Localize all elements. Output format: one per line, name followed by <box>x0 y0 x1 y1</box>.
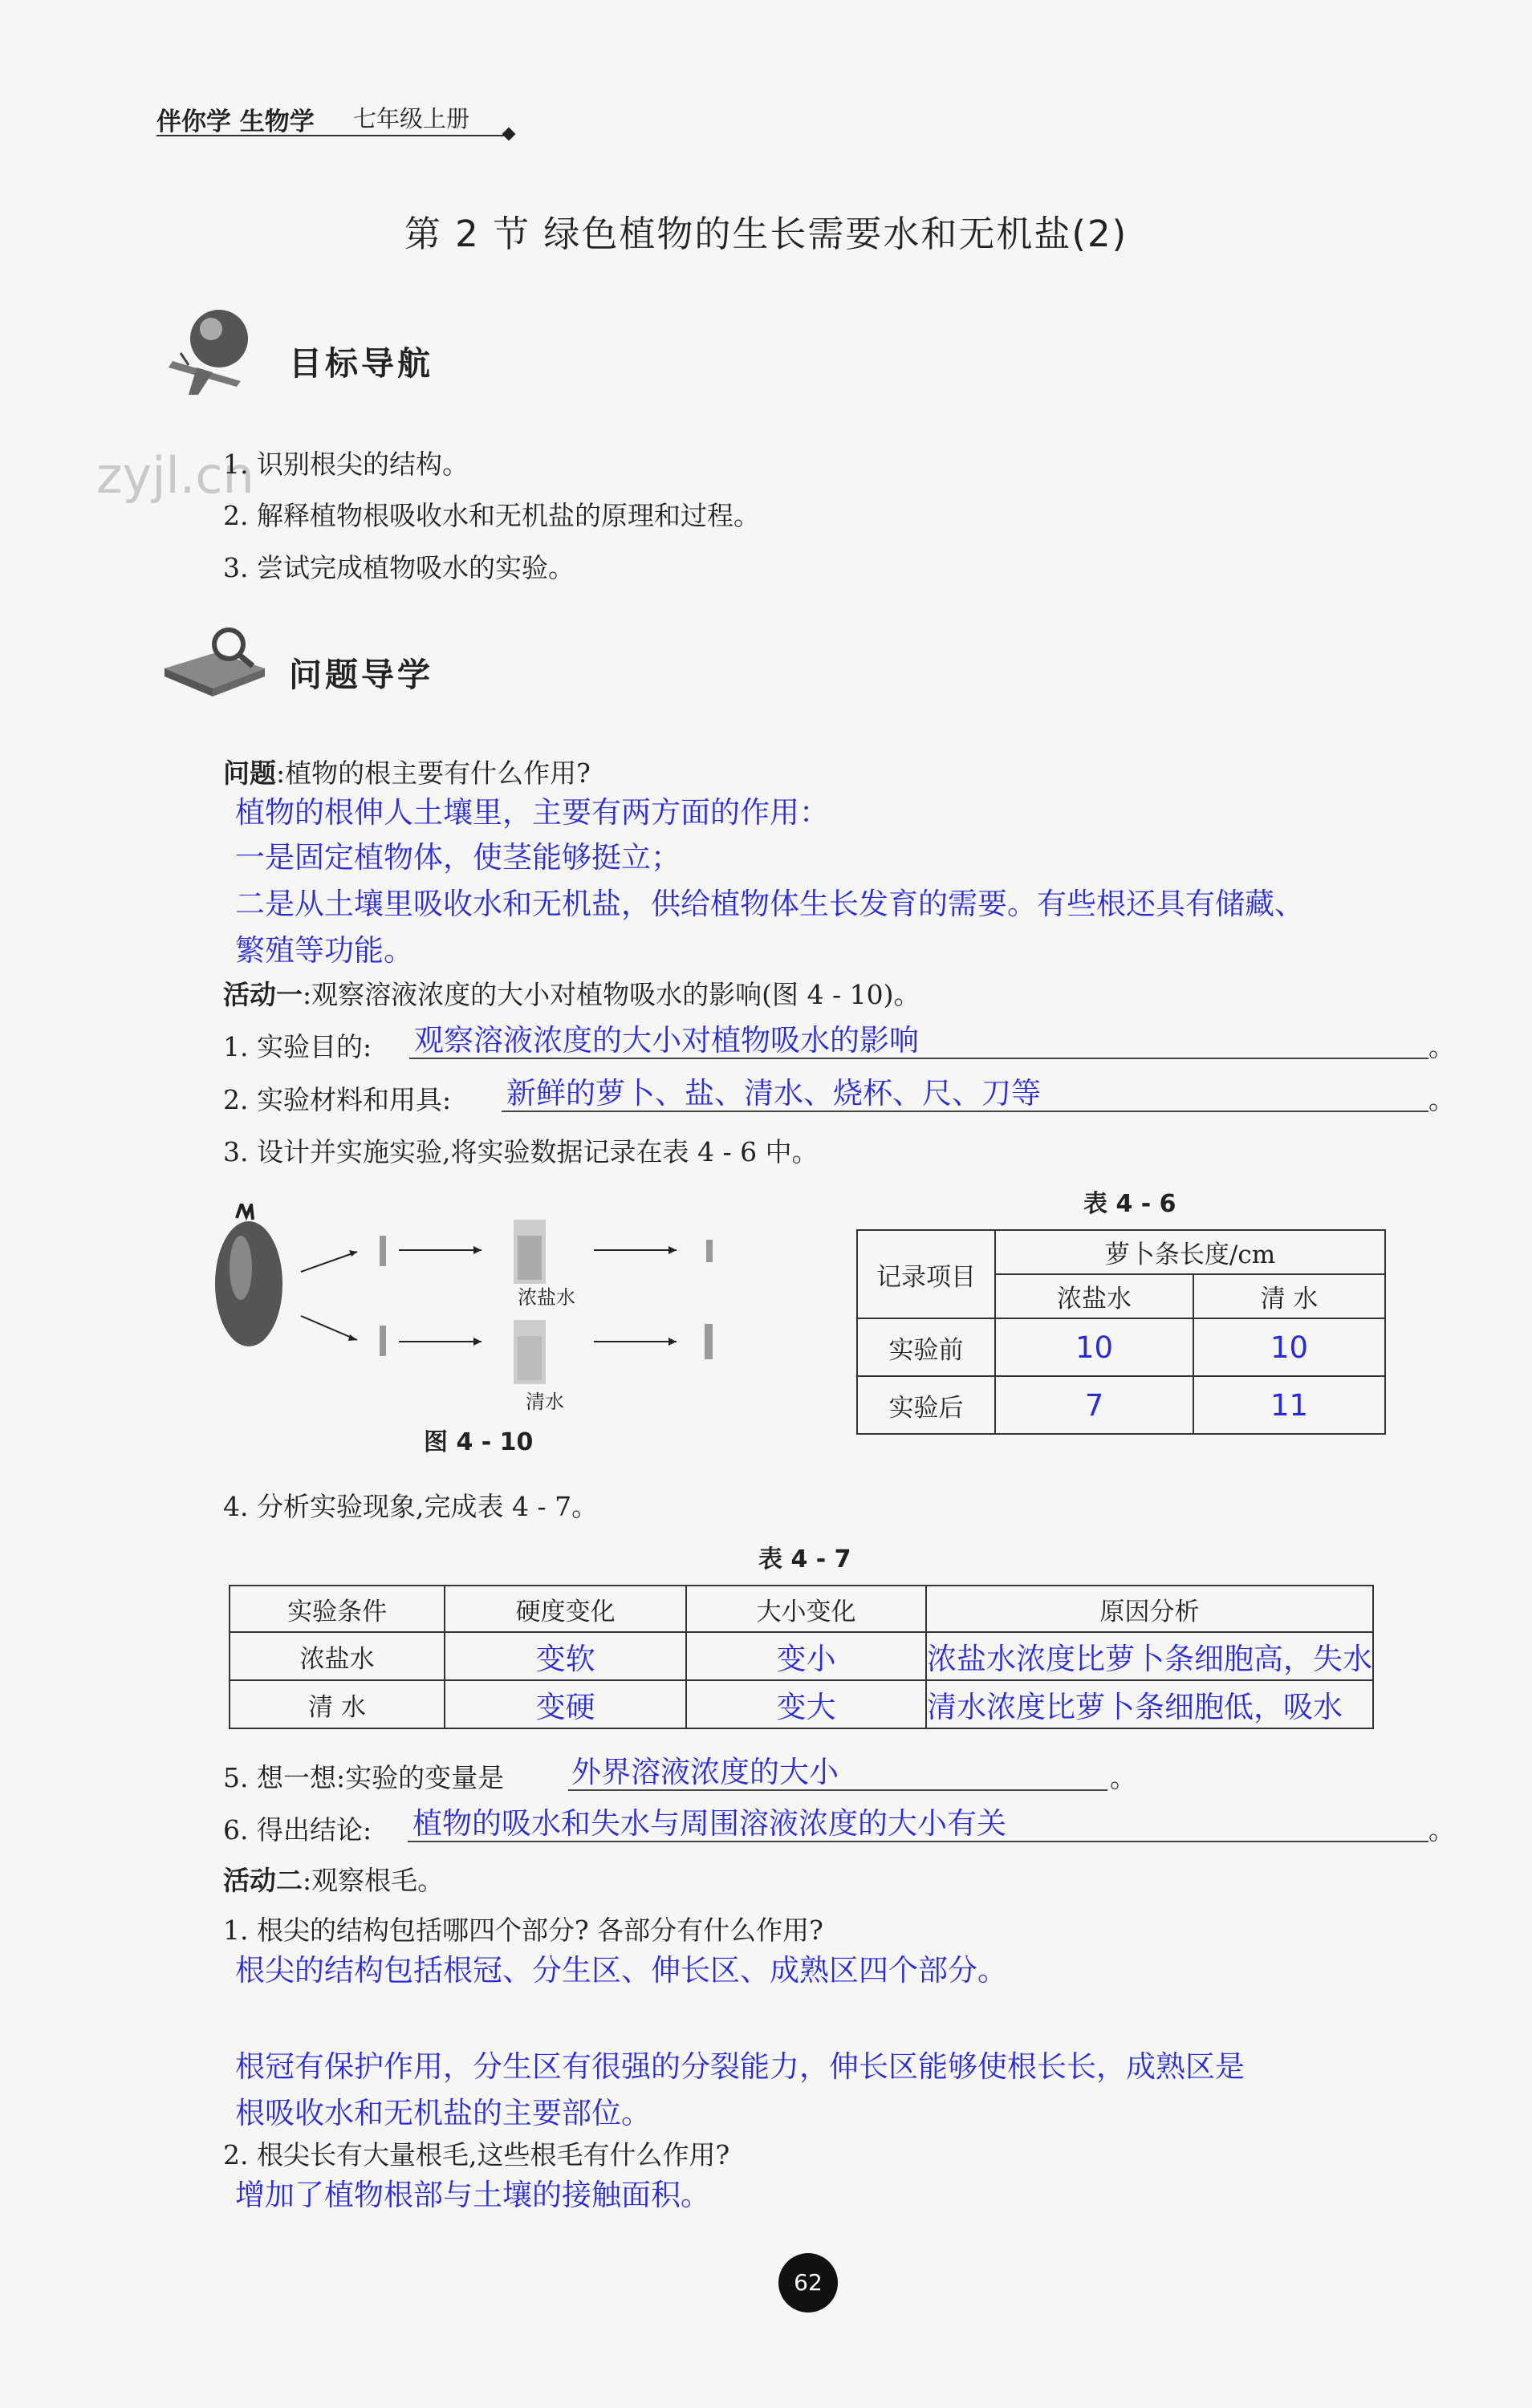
table7-cond: 清 水 <box>230 1680 445 1728</box>
goal-item: 1. 识别根尖的结构。 <box>223 449 469 480</box>
table7-cell[interactable]: 浓盐水浓度比萝卜条细胞高，失水 <box>926 1632 1373 1680</box>
figure-label-salt: 浓盐水 <box>518 1286 575 1309</box>
goals-heading: 目标导航 <box>289 344 433 383</box>
activity1-label: 活动一 <box>223 979 303 1010</box>
section-title: 第 2 节 绿色植物的生长需要水和无机盐(2) <box>404 213 1128 255</box>
table7-header: 硬度变化 <box>445 1586 686 1632</box>
activity2-label: 活动二 <box>223 1865 303 1896</box>
header-diamond-icon <box>502 128 516 141</box>
table6-cell[interactable]: 11 <box>1193 1376 1385 1434</box>
activity1-q2-prefix: 2. 实验材料和用具: <box>223 1084 452 1115</box>
answer-line: 根吸收水和无机盐的主要部位。 <box>235 2096 651 2130</box>
activity2-q2: 2. 根尖长有大量根毛,这些根毛有什么作用? <box>223 2139 730 2170</box>
answer-line: 增加了植物根部与土壤的接触面积。 <box>235 2178 710 2212</box>
table7-header: 实验条件 <box>230 1586 445 1632</box>
table7 <box>229 1585 1374 1729</box>
materials-field[interactable] <box>502 1069 1428 1112</box>
questions-heading: 问题导学 <box>289 656 433 694</box>
table7-cond: 浓盐水 <box>230 1632 445 1680</box>
conclusion-answer: 植物的吸水和失水与周围溶液浓度的大小有关 <box>412 1806 1006 1841</box>
table7-cell[interactable]: 变小 <box>686 1632 926 1680</box>
variable-field[interactable] <box>568 1748 1107 1791</box>
period: 。 <box>1110 1762 1136 1793</box>
answer-line: 繁殖等功能。 <box>235 933 413 968</box>
table7-header: 大小变化 <box>686 1586 926 1632</box>
table6-cell[interactable]: 7 <box>995 1376 1193 1434</box>
table6-row-label: 实验前 <box>857 1318 995 1376</box>
book-title: 伴你学 生物学 <box>156 108 315 136</box>
goal-item: 2. 解释植物根吸收水和无机盐的原理和过程。 <box>223 500 760 531</box>
goal-item: 3. 尝试完成植物吸水的实验。 <box>223 552 575 583</box>
activity1-q3: 3. 设计并实施实验,将实验数据记录在表 4 - 6 中。 <box>223 1136 819 1167</box>
question-line <box>223 753 591 790</box>
table-row <box>230 1632 1373 1680</box>
answer-line: 植物的根伸人土壤里，主要有两方面的作用： <box>235 795 829 830</box>
question-label: 问题 <box>223 757 276 789</box>
figure-label-water: 清水 <box>526 1391 564 1413</box>
period: 。 <box>1428 1031 1455 1062</box>
table7-cell[interactable]: 变大 <box>686 1680 926 1728</box>
table6-cell[interactable]: 10 <box>1193 1318 1385 1376</box>
variable-answer: 外界溶液浓度的大小 <box>571 1755 839 1789</box>
activity1-q5-prefix: 5. 想一想:实验的变量是 <box>223 1762 505 1793</box>
answer-line: 一是固定植物体，使茎能够挺立； <box>235 840 681 875</box>
table7-cell[interactable]: 清水浓度比萝卜条细胞低，吸水 <box>926 1680 1373 1728</box>
activity2-q1: 1. 根尖的结构包括哪四个部分? 各部分有什么作用? <box>223 1915 823 1946</box>
table-row <box>230 1680 1373 1728</box>
activity1-q4: 4. 分析实验现象,完成表 4 - 7。 <box>223 1491 599 1522</box>
answer-line: 根尖的结构包括根冠、分生区、伸长区、成熟区四个部分。 <box>235 1953 1007 1988</box>
conclusion-field[interactable] <box>408 1799 1428 1842</box>
figure-caption: 图 4 - 10 <box>424 1428 534 1456</box>
radish-experiment-figure <box>213 1204 758 1415</box>
activity2-line <box>223 1860 444 1898</box>
purpose-field[interactable] <box>409 1016 1428 1059</box>
table6-length-header: 萝卜条长度/cm <box>995 1230 1385 1274</box>
table6-cell[interactable]: 10 <box>995 1318 1193 1376</box>
table6-col-water: 清 水 <box>1193 1274 1385 1318</box>
purpose-answer: 观察溶液浓度的大小对植物吸水的影响 <box>414 1023 919 1058</box>
activity1-line <box>223 974 920 1012</box>
question-text: :植物的根主要有什么作用? <box>276 757 591 789</box>
table7-header: 原因分析 <box>926 1586 1373 1632</box>
table7-cell[interactable]: 变软 <box>445 1632 686 1680</box>
materials-answer: 新鲜的萝卜、盐、清水、烧杯、尺、刀等 <box>506 1076 1041 1111</box>
activity2-text: :观察根毛。 <box>303 1865 445 1896</box>
activity1-q1-prefix: 1. 实验目的: <box>223 1031 372 1062</box>
grade-label: 七年级上册 <box>353 105 470 132</box>
table6-col-salt: 浓盐水 <box>995 1274 1193 1318</box>
table-row <box>857 1318 1385 1376</box>
table-row <box>857 1376 1385 1434</box>
table6 <box>856 1229 1386 1435</box>
table6-caption: 表 4 - 6 <box>1083 1190 1176 1218</box>
activity1-q6-prefix: 6. 得出结论: <box>223 1814 372 1846</box>
magnifier-book-icon <box>161 624 269 704</box>
table6-row-label: 实验后 <box>857 1376 995 1434</box>
table7-caption: 表 4 - 7 <box>758 1545 851 1574</box>
watermark: zyjl.cn <box>96 446 254 505</box>
period: 。 <box>1428 1084 1455 1115</box>
globe-plane-icon <box>165 305 257 404</box>
header-rule <box>156 135 510 136</box>
answer-line: 二是从土壤里吸收水和无机盐，供给植物体生长发育的需要。有些根还具有储藏、 <box>235 887 1304 921</box>
page-number: 62 <box>778 2253 838 2313</box>
answer-line: 根冠有保护作用，分生区有很强的分裂能力，伸长区能够使根长长，成熟区是 <box>235 2049 1245 2084</box>
activity1-text: :观察溶液浓度的大小对植物吸水的影响(图 4 - 10)。 <box>303 979 920 1010</box>
period: 。 <box>1428 1814 1455 1846</box>
table7-cell[interactable]: 变硬 <box>445 1680 686 1728</box>
table6-record-header: 记录项目 <box>857 1230 995 1318</box>
